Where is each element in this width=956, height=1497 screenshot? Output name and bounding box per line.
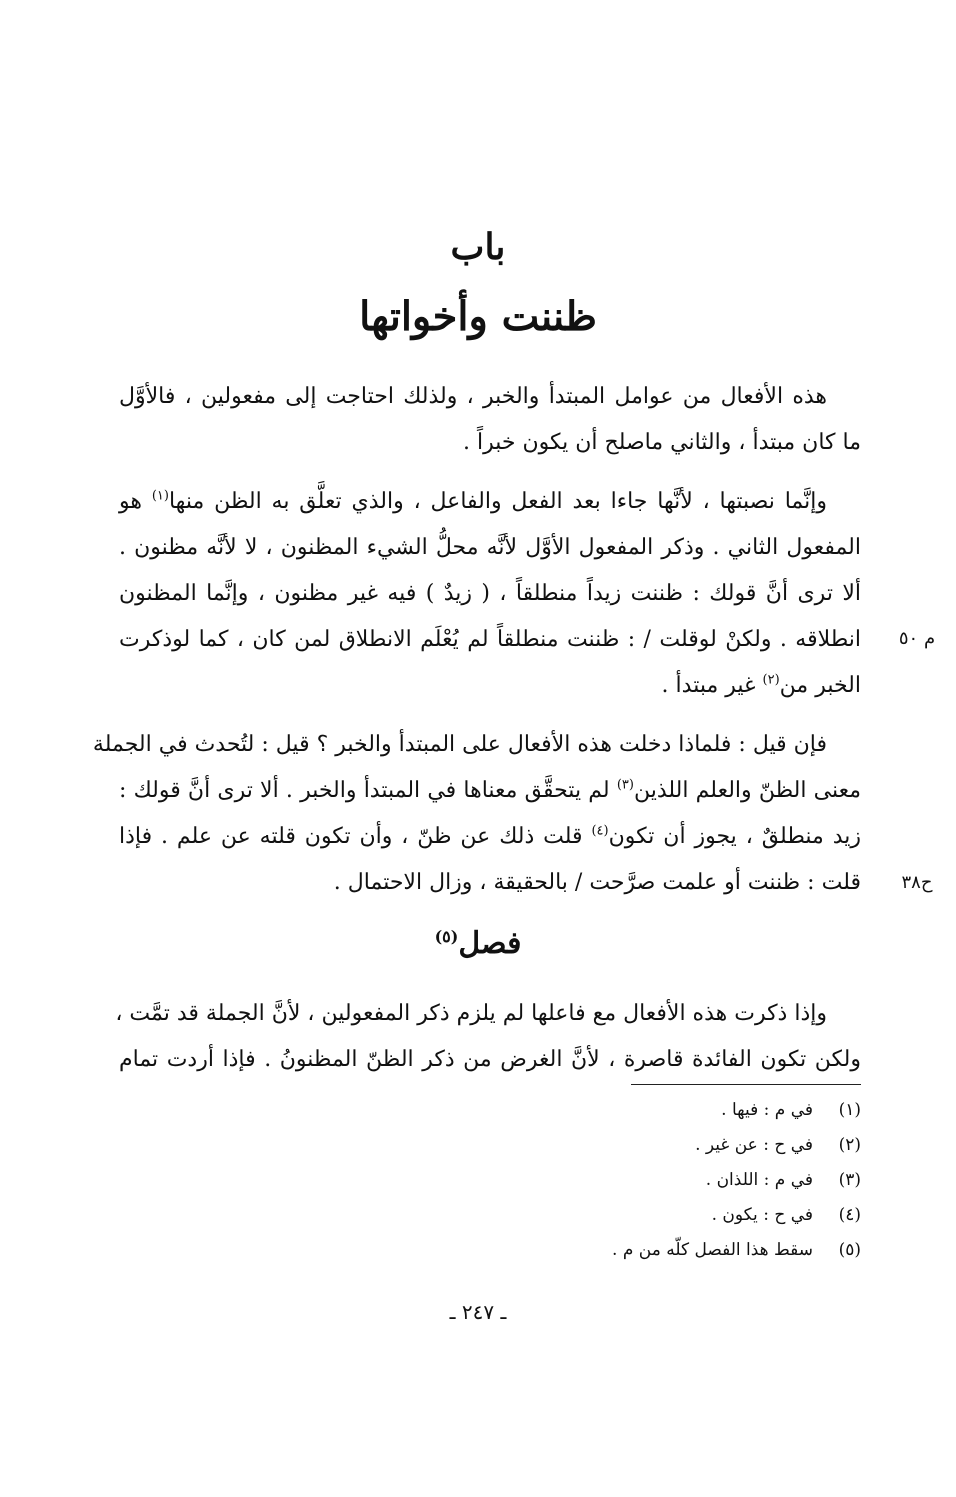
section-title: [0, 926, 956, 961]
footnote-number: (١): [838, 1100, 861, 1120]
body-line: وإذا ذكرت هذه الأفعال مع فاعلها لم يلزم ذكر المفعولين ، لأنَّ الجملة قد تمَّت ،: [115, 1001, 827, 1026]
body-line-tail: قلت ذلك عن ظنّ ، وأن تكون قلته عن علم . فإذا: [119, 824, 583, 849]
footnote-text: سقط هذا الفصل كلّه من م .: [612, 1240, 813, 1260]
footnote: [161, 1135, 861, 1155]
footnote-number: (٤): [838, 1205, 861, 1225]
footnote-number: (٢): [838, 1135, 861, 1155]
footnote: [161, 1240, 861, 1260]
footnote-text: في ح : عن غير .: [695, 1135, 813, 1155]
body-line-tail: غير مبتدأ .: [661, 673, 756, 698]
body-line: [119, 483, 861, 521]
footnote-text: في م : فيها .: [721, 1100, 813, 1120]
footnote-text: في م : اللذان .: [705, 1170, 813, 1190]
margin-note: م ٥٠: [898, 628, 936, 649]
body-line: المفعول الثاني . وذكر المفعول الأوَّل لأنَّه محلُّ الشيء المظنون ، لا لأنَّه مظنون .: [119, 535, 861, 560]
body-line-tail: لم يتحقَّق معناها في المبتدأ والخبر . ألا ترى أنَّ قولك :: [119, 778, 610, 803]
body-line: ألا ترى أنَّ قولك : ظننت زيداً منطلقاً ، ( زيدٌ ) فيه غير مظنون ، وإنَّما المظنون: [119, 581, 861, 606]
body-line: انطلاقه . ولكنْ لوقلت / : ظننت منطلقاً لم يُعْلَم الانطلاق لمن كان ، كما لوذكرت: [119, 627, 861, 652]
footnote-ref: (٤): [591, 823, 609, 839]
footnote-ref: (٥): [434, 927, 459, 946]
footnote-ref: (٢): [762, 672, 780, 688]
page-number: ـ ٢٤٧ ـ: [449, 1300, 507, 1324]
footnote-number: (٣): [838, 1170, 861, 1190]
body-line: فإن قيل : فلماذا دخلت هذه الأفعال على المبتدأ والخبر ؟ قيل : لتُحدث في الجملة: [92, 732, 827, 757]
footnote: [161, 1170, 861, 1190]
footnote-divider: [631, 1084, 861, 1085]
footnote-ref: (١): [151, 488, 169, 504]
body-line-tail: هو: [119, 489, 142, 514]
body-line: ما كان مبتدأ ، والثاني ماصلح أن يكون خبراً .: [462, 430, 861, 455]
footnote-text: في ح : يكون .: [711, 1205, 813, 1225]
footnote: [161, 1205, 861, 1225]
body-line-text: زيد منطلقٌ ، يجوز أن تكون: [608, 824, 861, 849]
chapter-label: باب: [450, 226, 506, 268]
body-line-text: وإنَّما نصبتها ، لأنَّها جاءا بعد الفعل والفاعل ، والذي تعلَّق به الظن منها: [168, 489, 828, 514]
body-line-text: معنى الظنّ والعلم اللذين: [633, 778, 861, 803]
body-line-text: الخبر من: [779, 673, 861, 698]
body-line: هذه الأفعال من عوامل المبتدأ والخبر ، ولذلك احتاجت إلى مفعولين ، فالأوَّل: [119, 384, 827, 409]
footnote-number: (٥): [838, 1240, 861, 1260]
margin-note: ح٣٨: [901, 872, 933, 893]
body-line: [119, 772, 861, 810]
body-line: ولكن تكون الفائدة قاصرة ، لأنَّ الغرض من ذكر الظنّ المظنونُ . فإذا أردت تمام: [119, 1047, 861, 1072]
footnote-ref: (٣): [616, 777, 634, 793]
body-line: [119, 667, 861, 705]
body-line: قلت : ظننت أو علمت صرَّحت / بالحقيقة ، وزال الاحتمال .: [333, 870, 861, 895]
chapter-title: ظننت وأخواتها: [359, 293, 597, 340]
section-title-text: فصل: [458, 926, 522, 961]
body-line: [119, 818, 861, 856]
footnote: [161, 1100, 861, 1120]
